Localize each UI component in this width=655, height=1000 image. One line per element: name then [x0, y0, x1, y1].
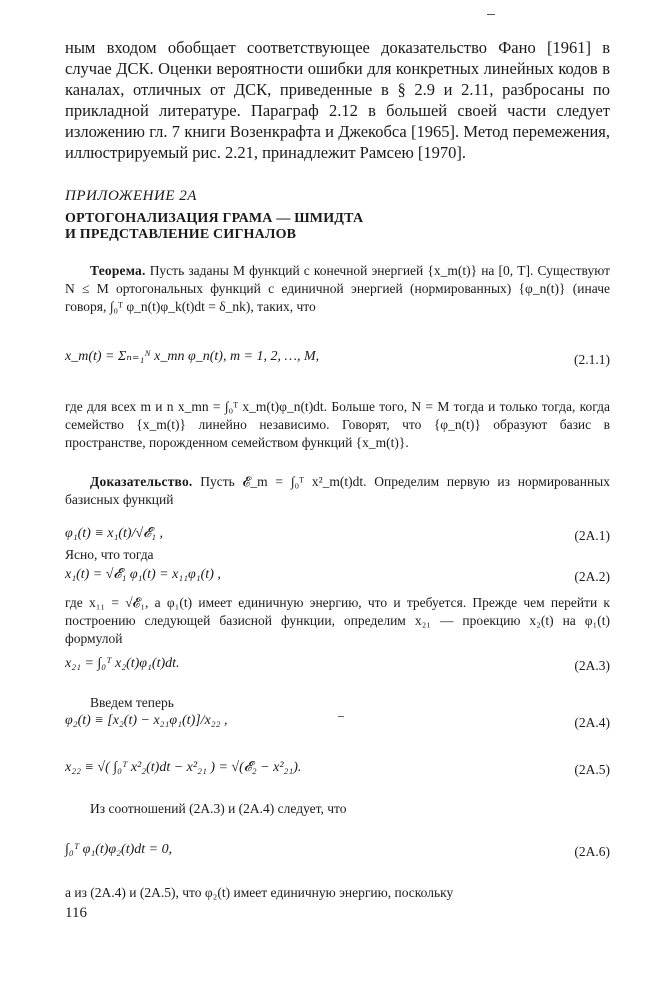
- page-number: 116: [65, 905, 87, 921]
- theorem-paragraph: [65, 262, 610, 316]
- equation-number-2A-2: (2A.2): [574, 569, 610, 584]
- equation-number-2A-4: (2A.4): [574, 715, 610, 730]
- stray-dash-mark: [338, 716, 344, 717]
- proof-text-5: Из соотношений (2A.3) и (2A.4) следует, что: [90, 801, 347, 816]
- equation-number-2A-1: (2A.1): [574, 528, 610, 543]
- equation-2-1-1: x_m(t) = Σₙ₌₁ᴺ x_mn φ_n(t), m = 1, 2, …, M,: [65, 349, 320, 364]
- equation-2A-5: x₂₂ ≡ √( ∫₀ᵀ x²₂(t)dt − x²₂₁ ) = √(𝓔₂ − x²₂₁).: [65, 760, 302, 775]
- theorem-lead: Теорема.: [90, 263, 146, 278]
- proof-text-4: Введем теперь: [90, 695, 174, 710]
- theorem-after-text: где для всех m и n x_mn = ∫₀ᵀ x_m(t)φ_n(t)dt. Больше того, N = M тогда и только тогда, когда семейство {x_m(t)} линейно независимо. Говорят, что {φ_n(t)} образуют базис в пространстве, порожденном семейством функций {x_m(t)}.: [65, 399, 610, 450]
- equation-number-2A-6: (2A.6): [574, 844, 610, 859]
- appendix-label: ПРИЛОЖЕНИЕ 2А: [65, 188, 197, 204]
- proof-text-3: где x₁₁ = √𝓔₁, а φ₁(t) имеет единичную энергию, что и требуется. Прежде чем перейти к построению следующей базисной функции, определим x₂₁ — проекцию x₂(t) на φ₁(t) формулой: [65, 595, 610, 646]
- equation-2A-1: φ₁(t) ≡ x₁(t)/√𝓔₁ ,: [65, 526, 164, 541]
- appendix-title-line1: ОРТОГОНАЛИЗАЦИЯ ГРАМА — ШМИДТА: [65, 211, 364, 226]
- intro-paragraph: ным входом обобщает соответствующее доказательство Фано [1961] в случае ДСК. Оценки вероятности ошибки для конкретных линейных кодов в каналах, отличных от ДСК, приведенные в § 2.9 и 2.11, разбросаны по прикладной литературе. Параграф 2.12 в большей своей части следует изложению гл. 7 книги Возенкрафта и Джекобса [1965]. Метод перемежения, иллюстрируемый рис. 2.21, принадлежит Рамсею [1970].: [65, 38, 610, 162]
- equation-number-2A-5: (2A.5): [574, 762, 610, 777]
- proof-paragraph: [65, 473, 610, 509]
- proof-text-2: Ясно, что тогда: [65, 547, 154, 562]
- top-dash-mark: [487, 14, 495, 15]
- equation-2A-3: x₂₁ = ∫₀ᵀ x₂(t)φ₁(t)dt.: [65, 656, 180, 671]
- equation-2A-4: φ₂(t) ≡ [x₂(t) − x₂₁φ₁(t)]/x₂₂ ,: [65, 713, 228, 728]
- equation-number-2A-3: (2A.3): [574, 658, 610, 673]
- proof-lead: Доказательство.: [90, 474, 193, 489]
- proof-text-6: а из (2A.4) и (2A.5), что φ₂(t) имеет единичную энергию, поскольку: [65, 885, 454, 900]
- equation-2A-6: ∫₀ᵀ φ₁(t)φ₂(t)dt = 0,: [65, 842, 173, 857]
- theorem-text: Пусть заданы M функций с конечной энергией {x_m(t)} на [0, T]. Существуют N ≤ M ортогональных функций с единичной энергией (нормированных) {φ_n(t)} (иначе говоря, ∫₀ᵀ φ_n(t)φ_k(t)dt = δ_nk), таких, что: [65, 263, 610, 314]
- appendix-title-line2: И ПРЕДСТАВЛЕНИЕ СИГНАЛОВ: [65, 227, 297, 242]
- proof-text: Пусть 𝓔_m = ∫₀ᵀ x²_m(t)dt. Определим первую из нормированных базисных функций: [65, 474, 611, 507]
- equation-number-2-1-1: (2.1.1): [574, 352, 610, 367]
- equation-2A-2: x₁(t) = √𝓔₁ φ₁(t) = x₁₁φ₁(t) ,: [65, 567, 221, 582]
